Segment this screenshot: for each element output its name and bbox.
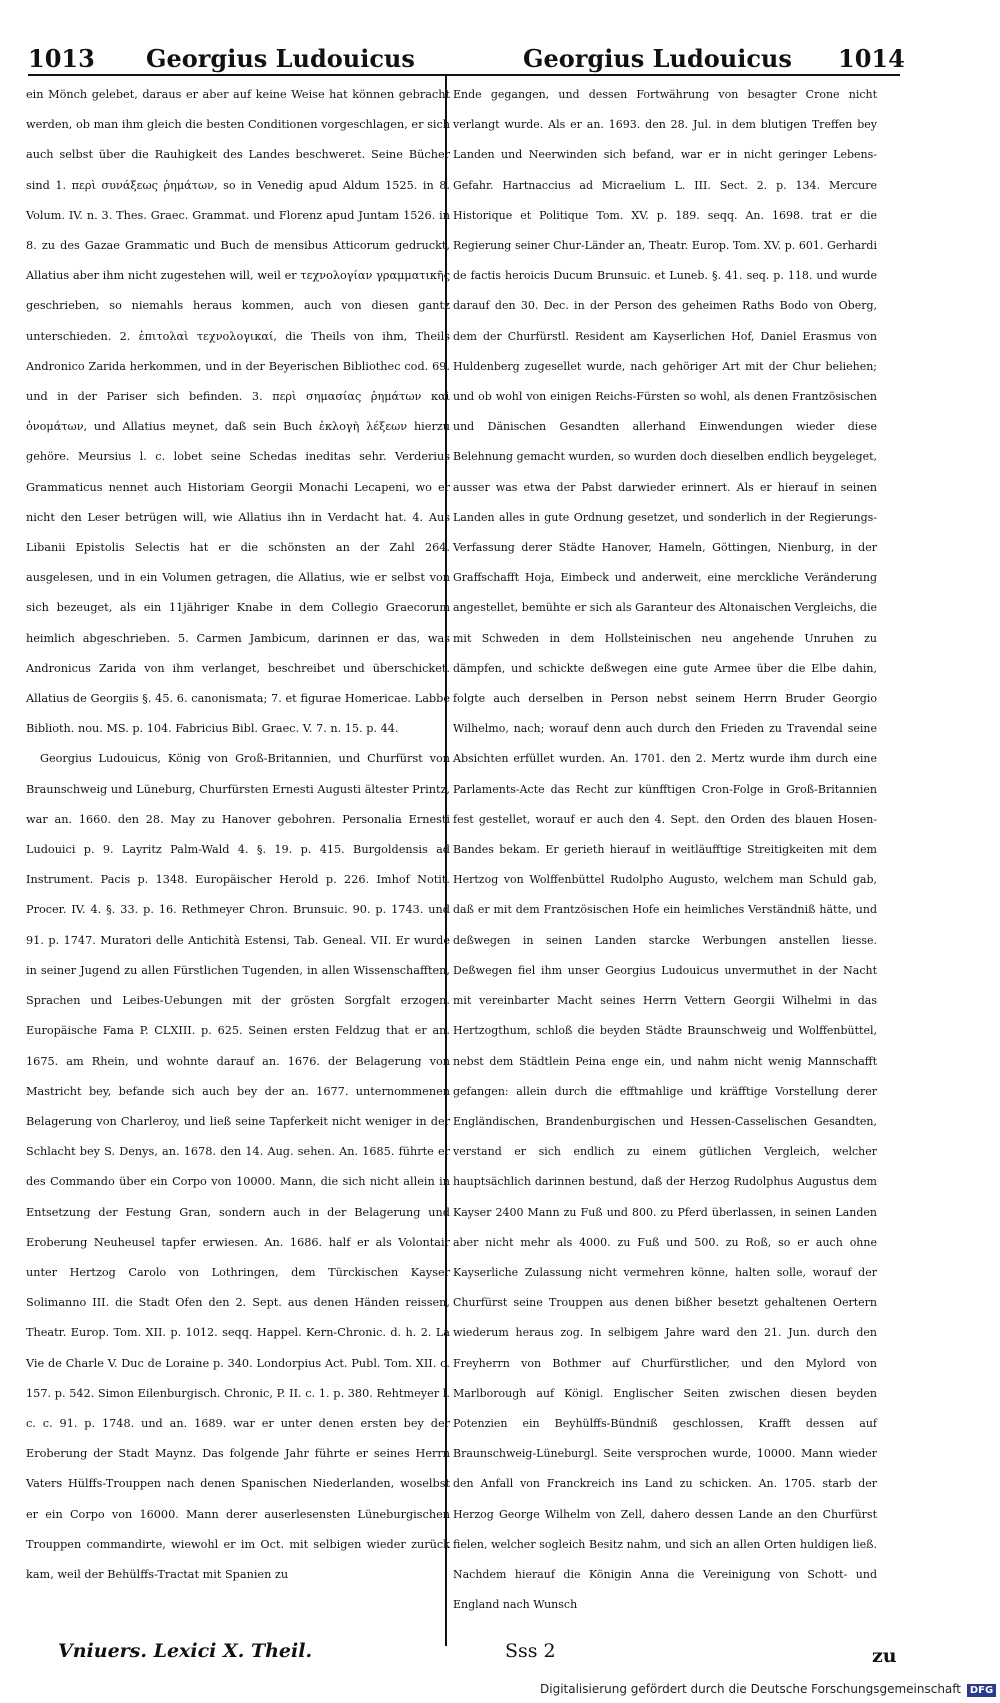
- footer-volume: Vniuers. Lexici X. Theil.: [58, 1640, 313, 1662]
- paragraph: Ende gegangen, und dessen Fortwährung von besagter Crone nicht verlangt wurde. Als er an. 1693. den 28. Jul. in dem blutigen Treffen bey Landen und Neerwinden sich befand, war er in nicht geringer Lebens-Gefahr. Hartnaccius ad Micraelium L. III. Sect. 2. p. 134. Mercure Historique et Politique Tom. XV. p. 189. seqq. An. 1698. trat er die Regierung seiner Chur-Länder an, Theatr. Europ. Tom. XV. p. 601. Gerhardi de factis heroicis Ducum Brunsuic. et Luneb. §. 41. seq. p. 118. und wurde darauf den 30. Dec. in der Person des geheimen Raths Bodo von Oberg, dem der Churfürstl. Resident am Kayserlichen Hof, Daniel Erasmus von Huldenberg zugesellet wurde, nach gehöriger Art mit der Chur beliehen; und ob wohl von einigen Reichs-Fürsten so wohl, als denen Frantzösischen und Dänischen Gesandten allerhand Einwendungen wieder diese Belehnung gemacht wurden, so wurden doch dieselben endlich beygeleget, ausser was etwa der Pabst darwieder erinnert. Als er hierauf in seinen Landen alles in gute Ordnung gesetzet, und sonderlich in der Regierungs-Verfassung derer Städte Hanover, Hameln, Göttingen, Nienburg, in der Graffschafft Hoja, Eimbeck und anderweit, eine merckliche Veränderung angestellet, bemühte er sich als Garanteur des Altonaischen Vergleichs, die mit Schweden in dem Hollsteinischen neu angehende Unruhen zu dämpfen, und schickte deßwegen eine gute Armee über die Elbe dahin, folgte auch derselben in Person nebst seinem Herrn Bruder Georgio Wilhelmo, nach; worauf denn auch durch den Frieden zu Travendal seine Absichten erfüllet wurden. An. 1701. den 2. Mertz wurde ihm durch eine Parlaments-Acte das Recht zur künfftigen Cron-Folge in Groß-Britannien fest gestellet, worauf er auch den 4. Sept. den Orden des blauen Hosen-Bandes bekam. Er gerieth hierauf in weitläufftige Streitigkeiten mit dem Hertzog von Wolffenbüttel Rudolpho Augusto, welchem man Schuld gab, daß er mit dem Frantzösischen Hofe ein heimliches Verständniß hätte, und deßwegen in seinen Landen starcke Werbungen anstellen liesse. Deßwegen fiel ihm unser Georgius Ludouicus unvermuthet in der Nacht mit vereinbarter Macht seines Herrn Vettern Georgii Wilhelmi in das Hertzogthum, schloß die beyden Städte Braunschweig und Wolffenbüttel, nebst dem Städtlein Peina enge ein, und nahm nicht wenig Mannschafft gefangen: allein durch die efftmahlige und kräfftige Vorstellung derer Engländischen, Brandenburgischen und Hessen-Casselischen Gesandten, verstand er sich endlich zu einem gütlichen Vergleich, welcher hauptsächlich darinnen bestund, daß der Herzog Rudolphus Augustus dem Kayser 2400 Mann zu Fuß und 800. zu Pferd überlassen, in seinen Landen aber nicht mehr als 4000. zu Fuß und 500. zu Roß, so er auch ohne Kayserliche Zulassung nicht vermehren könne, halten solle, worauf der Churfürst seine Trouppen aus denen bißher besetzt gehaltenen Oertern wiederum heraus zog. In selbigem Jahre ward den 21. Jun. durch den Freyherrn von Bothmer auf Churfürstlicher, und den Mylord von Marlborough auf Königl. Englischer Seiten zwischen diesen beyden Potenzien ein Beyhülffs-Bündniß geschlossen, Krafft dessen auf Braunschweig-Lüneburgl. Seite versprochen wurde, 10000. Mann wieder den Anfall von Franckreich ins Land zu schicken. An. 1705. starb der Herzog George Wilhelm von Zell, dahero dessen Lande an den Churfürst fielen, welcher sogleich Besitz nahm, und sich an allen Orten huldigen ließ. Nachdem hierauf die Königin Anna die Vereinigung von Schott- und England nach Wunsch: [453, 88, 877, 1612]
- dfg-logo: DFG: [967, 1684, 996, 1697]
- page-header: [28, 44, 905, 74]
- page-number-right: 1014: [838, 44, 905, 73]
- footer-signature: Sss 2: [505, 1640, 556, 1662]
- header-rule: [28, 74, 900, 76]
- digitization-credit: [540, 1682, 995, 1702]
- running-title-left: Georgius Ludouicus: [146, 44, 415, 73]
- footer-catchword: zu: [872, 1645, 897, 1667]
- page-number-left: 1013: [28, 44, 95, 73]
- column-divider: [445, 76, 447, 1646]
- running-title-right: Georgius Ludouicus: [523, 44, 792, 73]
- paragraph: ein Mönch gelebet, daraus er aber auf keine Weise hat können gebracht werden, ob man ihm gleich die besten Conditionen vorgeschlagen, er sich auch selbst über die Rauhigkeit des Landes beschweret. Seine Bücher sind 1. περὶ συνάξεως ῥημάτων, so in Venedig apud Aldum 1525. in 8. Volum. IV. n. 3. Thes. Graec. Grammat. und Florenz apud Juntam 1526. in 8. zu des Gazae Grammatic und Buch de mensibus Atticorum gedruckt, Allatius aber ihm nicht zugestehen will, weil er τεχνολογίαν γραμματικῆς geschrieben, so niemahls heraus kommen, auch von diesen gantz unterschieden. 2. ἐπιτολαὶ τεχνολογικαί, die Theils von ihm, Theils Andronico Zarida herkommen, und in der Beyerischen Bibliothec cod. 69. und in der Pariser sich befinden. 3. περὶ σημασίας ῥημάτων καὶ ὀνομάτων, und Allatius meynet, daß sein Buch ἐκλογὴ λέξεων hierzu gehöre. Meursius l. c. lobet seine Schedas ineditas sehr. Verderius Grammaticus nennet auch Historiam Georgii Monachi Lecapeni, wo er nicht den Leser betrügen will, wie Allatius ihn in Verdacht hat. 4. Aus Libanii Epistolis Selectis hat er die schönsten an der Zahl 264. ausgelesen, und in ein Volumen getragen, die Allatius, wie er selbst von sich bezeuget, als ein 11jähriger Knabe in dem Collegio Graecorum heimlich abgeschrieben. 5. Carmen Jambicum, darinnen er das, was Andronicus Zarida von ihm verlanget, beschreibet und überschicket. Allatius de Georgiis §. 45. 6. canonismata; 7. et figurae Homericae. Labbe Biblioth. nou. MS. p. 104. Fabricius Bibl. Graec. V. 7. n. 15. p. 44.: [26, 88, 450, 736]
- paragraph: Georgius Ludouicus, König von Groß-Britannien, und Churfürst von Braunschweig und Lüneburg, Churfürsten Ernesti Augusti ältester Printz, war an. 1660. den 28. May zu Hanover gebohren. Personalia Ernesti Ludouici p. 9. Layritz Palm-Wald 4. §. 19. p. 415. Burgoldensis ad Instrument. Pacis p. 1348. Europäischer Herold p. 226. Imhof Notit. Procer. IV. 4. §. 33. p. 16. Rethmeyer Chron. Brunsuic. 90. p. 1743. und 91. p. 1747. Muratori delle Antichità Estensi, Tab. Geneal. VII. Er wurde in seiner Jugend zu allen Fürstlichen Tugenden, in allen Wissenschafften, Sprachen und Leibes-Uebungen mit der grösten Sorgfalt erzogen. Europäische Fama P. CLXIII. p. 625. Seinen ersten Feldzug that er an. 1675. am Rhein, und wohnte darauf an. 1676. der Belagerung von Mastricht bey, befande sich auch bey der an. 1677. unternommenen Belagerung von Charleroy, und ließ seine Tapferkeit nicht weniger in der Schlacht bey S. Denys, an. 1678. den 14. Aug. sehen. An. 1685. führte er des Commando über ein Corpo von 10000. Mann, die sich nicht allein in Entsetzung der Festung Gran, sondern auch in der Belagerung und Eroberung Neuheusel tapfer erwiesen. An. 1686. half er als Volontair unter Hertzog Carolo von Lothringen, dem Türckischen Kayser Solimanno III. die Stadt Ofen den 2. Sept. aus denen Händen reissen, Theatr. Europ. Tom. XII. p. 1012. seqq. Happel. Kern-Chronic. d. h. 2. La Vie de Charle V. Duc de Loraine p. 340. Londorpius Act. Publ. Tom. XII. c. 157. p. 542. Simon Eilenburgisch. Chronic, P. II. c. 1. p. 380. Rehtmeyer l. c. c. 91. p. 1748. und an. 1689. war er unter denen ersten bey der Eroberung der Stadt Maynz. Das folgende Jahr führte er seines Herrn Vaters Hülffs-Trouppen nach denen Spanischen Niederlanden, woselbst er ein Corpo von 16000. Mann derer auserlesensten Lüneburgischen Trouppen commandirte, wiewohl er im Oct. mit selbigen wieder zurück kam, weil der Behülffs-Tractat mit Spanien zu: [26, 752, 450, 1581]
- left-column: [26, 80, 450, 1590]
- credit-text: Digitalisierung gefördert durch die Deutsche Forschungsgemeinschaft: [540, 1682, 962, 1696]
- right-column: [453, 80, 877, 1620]
